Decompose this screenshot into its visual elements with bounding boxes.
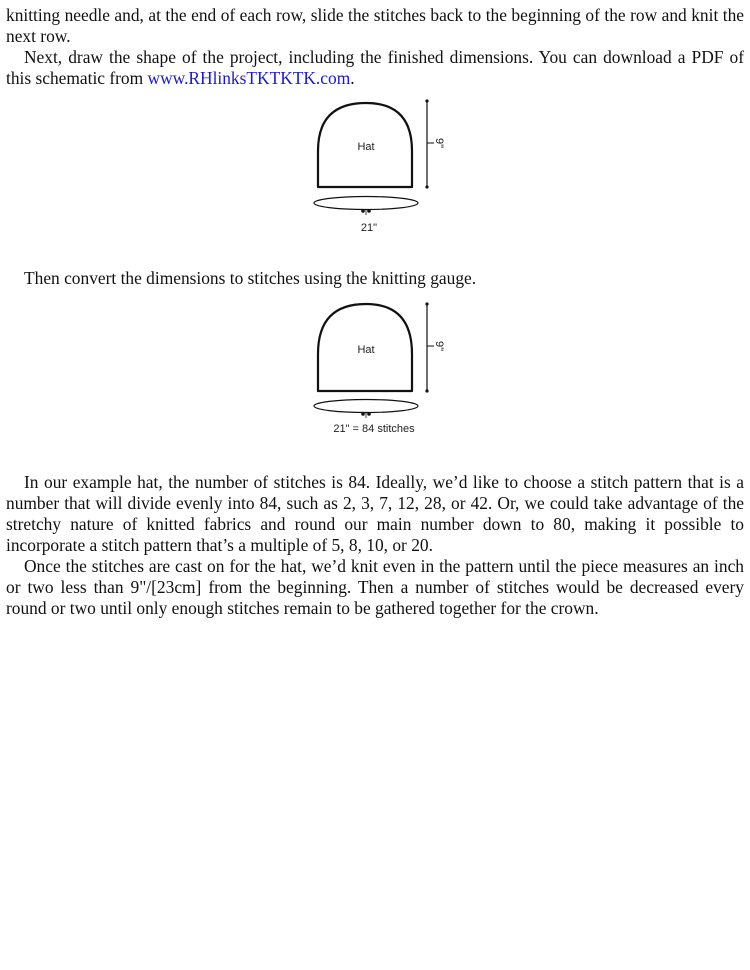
- paragraph-draw-shape: [6, 47, 744, 89]
- circumference-dot-right: [367, 209, 371, 213]
- paragraph-stitch-pattern: In our example hat, the number of stitches is 84. Ideally, we’d like to choose a stitch pattern that is a number that will divide evenly into 84, such as 2, 3, 7, 12, 28, or 42. Or, we could take advantage of the stretchy nature of knitted fabrics and round our main number down to 80, making it possible to incorporate a stitch pattern that’s a multiple of 5, 8, 10, or 20.: [6, 472, 744, 555]
- paragraph-cast-on: Once the stitches are cast on for the hat, we’d knit even in the pattern until the piece measures an inch or two less than 9"/[23cm] from the beginning. Then a number of stitches would be decreased every round or two until only enough stitches remain to be gathered together for the crown.: [6, 556, 744, 618]
- circumference-stitches-label: 21" = 84 stitches: [333, 423, 415, 435]
- hat-label: Hat: [357, 141, 375, 153]
- hat-stitches-schematic-figure: [6, 292, 744, 472]
- circumference-dot-right: [367, 412, 371, 416]
- hat-schematic-drawing: [306, 95, 466, 265]
- hat-label: Hat: [357, 344, 375, 356]
- paragraph-draw-shape-text: Next, draw the shape of the project, including the finished dimensions. You can download a PDF of this schematic from: [6, 47, 744, 88]
- height-dimension-top-dot: [425, 302, 428, 305]
- height-dimension-label: 9": [433, 340, 446, 352]
- height-dimension-bottom-dot: [425, 185, 428, 188]
- height-dimension-bottom-dot: [425, 389, 428, 392]
- circumference-dot-left: [361, 412, 365, 416]
- document-page: [6, 5, 744, 619]
- circumference-ellipse: [314, 400, 418, 413]
- circumference-ellipse: [314, 197, 418, 210]
- paragraph-needle-rows: knitting needle and, at the end of each row, slide the stitches back to the beginning of the row and knit the next row.: [6, 5, 744, 46]
- height-dimension-top-dot: [425, 99, 428, 102]
- circumference-label: 21": [360, 222, 378, 234]
- paragraph-convert-gauge: Then convert the dimensions to stitches using the knitting gauge.: [24, 268, 477, 288]
- height-dimension-label: 9": [433, 137, 446, 149]
- hat-stitches-schematic-drawing: [306, 292, 466, 462]
- schematic-download-link[interactable]: www.RHlinksTKTKTK.com: [147, 68, 351, 88]
- circumference-dot-left: [361, 209, 365, 213]
- paragraph-draw-shape-end: .: [350, 68, 355, 88]
- hat-schematic-figure: [6, 95, 744, 268]
